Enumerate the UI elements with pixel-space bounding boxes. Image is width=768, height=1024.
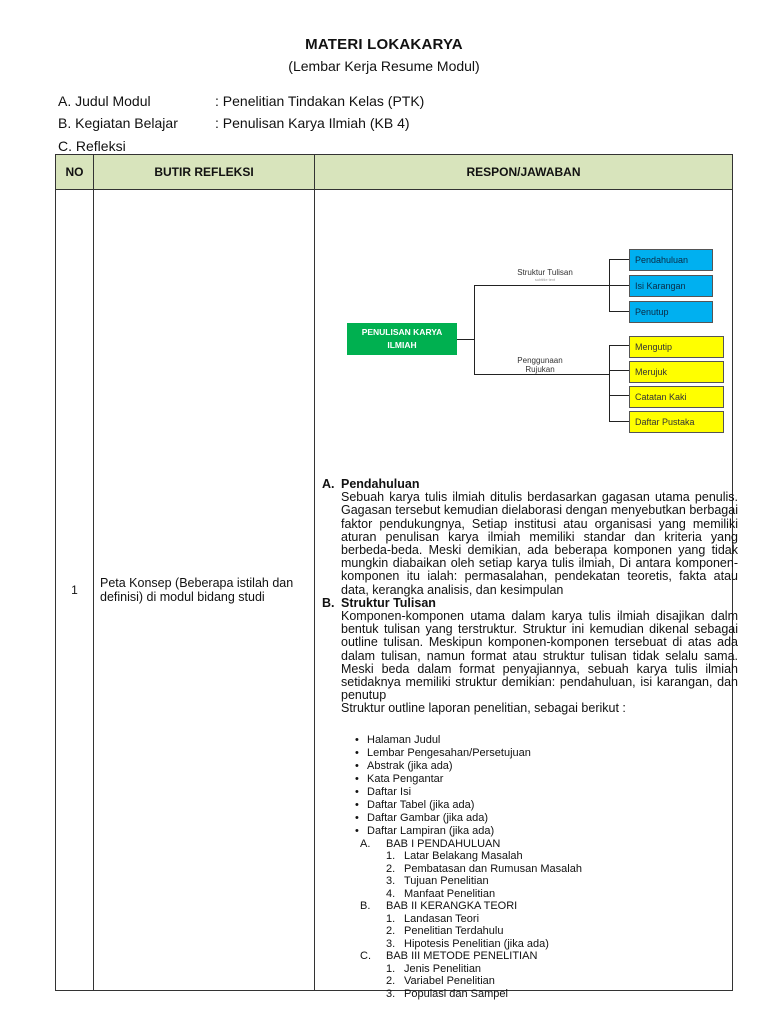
row-butir: Peta Konsep (Beberapa istilah dan definisi) di modul bidang studi [94, 190, 315, 991]
bab-letter: A. [360, 837, 371, 850]
item-text: Tujuan Penelitian [404, 875, 489, 888]
list-item: • Abstrak (jika ada) [367, 760, 738, 773]
row-number: 1 [56, 190, 94, 991]
list-item [386, 888, 738, 901]
table-row [56, 190, 733, 991]
outline-bullet-list [322, 734, 738, 838]
item-text: Populasi dan Sampel [404, 987, 508, 1000]
header-no: NO [56, 155, 94, 190]
item-number: 1. [386, 850, 396, 863]
list-item [386, 988, 738, 1001]
info-value: : Penelitian Tindakan Kelas (PTK) [215, 93, 425, 109]
bab-heading [360, 950, 738, 963]
item-number: 3. [386, 937, 396, 950]
connector-line [609, 259, 629, 260]
page-title: MATERI LOKAKARYA [305, 36, 463, 53]
item-number: 1. [386, 912, 396, 925]
list-item: • Daftar Isi [367, 786, 738, 799]
item-text: Penelitian Terdahulu [404, 925, 504, 938]
item-text: Variabel Penelitian [404, 975, 495, 988]
response-text [322, 478, 738, 1000]
item-number: 1. [386, 962, 396, 975]
list-item [386, 975, 738, 988]
section-title: Pendahuluan [341, 477, 420, 491]
section-b-paragraph: Komponen-komponen utama dalam karya tulis ilmiah disajikan dalm bentuk tulisan yang terstruktur. Struktur ini kemudian dikenal sebagai outline tulisan. Meskipun komponen-komponen tersebuat di atas ada dalam tulisan, namun format atau struktur tulisan tidak selalu sama. Meski beda dalam format penyajiannya, sebuah karya tulis ilmiah setidaknya memiliki struktur demikian: pendahuluan, isi karangan, dan penutup [341, 609, 738, 703]
item-number: 2. [386, 975, 396, 988]
section-a-paragraph: Sebuah karya tulis ilmiah ditulis berdasarkan gagasan utama penulis. Gagasan tersebut kemudian dielaborasi dengan menyebutkan berbagai faktor pendukungnya, Setiap institusi atau organisasi yang memiliki aturan penulisan karya ilmiah memiliki standar dan kriteria yang berbeda-beda. Meski demikian, ada beberapa komponen yang tidak mungkin diabaikan oleh setiap karya tulis ilmiah, Di antara komponen-komponen itu ialah: permasalahan, pendekatan teoretis, fakta atau data, kerangka analisis, dan kesimpulan [341, 490, 738, 597]
item-text: Manfaat Penelitian [404, 887, 496, 900]
list-item [386, 863, 738, 876]
item-number: 2. [386, 862, 396, 875]
table-header-row [56, 155, 733, 190]
list-item [386, 925, 738, 938]
connector-line [609, 285, 629, 286]
concept-root-node: PENULISAN KARYA ILMIAH [347, 323, 457, 355]
connector-line [609, 395, 629, 396]
item-number: 4. [386, 887, 396, 900]
info-refleksi [58, 138, 126, 154]
list-item [386, 913, 738, 926]
info-label: A. Judul Modul [58, 93, 151, 109]
list-item [386, 963, 738, 976]
item-text: Hipotesis Penelitian (jika ada) [404, 937, 549, 950]
node-mengutip: Mengutip [629, 336, 724, 358]
row-respon [315, 190, 738, 1000]
item-text: Pembatasan dan Rumusan Masalah [404, 862, 582, 875]
section-title: Struktur Tulisan [341, 595, 436, 610]
bab-letter: C. [360, 950, 371, 963]
node-isi-karangan: Isi Karangan [629, 275, 713, 297]
node-catatan-kaki: Catatan Kaki [629, 386, 724, 408]
bab-title: BAB I PENDAHULUAN [386, 837, 501, 850]
connector-line [609, 421, 629, 422]
list-item: • Kata Pengantar [367, 773, 738, 786]
info-label: B. Kegiatan Belajar [58, 115, 178, 131]
list-item [386, 875, 738, 888]
node-penutup: Penutup [629, 301, 713, 323]
connector-line [609, 345, 610, 422]
section-b-intro: Struktur outline laporan penelitian, sebagai berikut : [341, 701, 626, 716]
list-item: • Halaman Judul [367, 734, 738, 747]
info-judul-modul [58, 93, 424, 109]
item-text: Jenis Penelitian [404, 962, 482, 975]
connector-line [457, 339, 474, 340]
node-merujuk: Merujuk [629, 361, 724, 383]
section-letter: B. [322, 595, 335, 610]
item-number: 3. [386, 987, 396, 1000]
list-item [386, 850, 738, 863]
list-item [386, 938, 738, 951]
connector-line [609, 345, 629, 346]
connector-line [474, 285, 609, 286]
connector-line [474, 374, 609, 375]
info-label: C. Refleksi [58, 138, 126, 154]
list-item: • Daftar Gambar (jika ada) [367, 812, 738, 825]
list-item: • Daftar Lampiran (jika ada) [367, 825, 738, 838]
item-text: Latar Belakang Masalah [404, 850, 523, 863]
bab-title: BAB II KERANGKA TEORI [386, 900, 518, 913]
bab-letter: B. [360, 900, 371, 913]
item-number: 2. [386, 925, 396, 938]
list-item: • Lembar Pengesahan/Persetujuan [367, 747, 738, 760]
concept-map [315, 190, 748, 440]
header-butir: BUTIR REFLEKSI [94, 155, 315, 190]
connector-line [609, 370, 629, 371]
bab-title: BAB III METODE PENELITIAN [386, 950, 538, 963]
node-daftar-pustaka: Daftar Pustaka [629, 411, 724, 433]
header-respon: RESPON/JAWABAN [315, 155, 733, 190]
page-subtitle: (Lembar Kerja Resume Modul) [288, 58, 480, 74]
bab-heading [360, 838, 738, 851]
connector-line [609, 311, 629, 312]
list-item: • Daftar Tabel (jika ada) [367, 799, 738, 812]
item-number: 3. [386, 875, 396, 888]
bab-heading [360, 900, 738, 913]
item-text: Landasan Teori [404, 912, 480, 925]
branch-label-text: Struktur Tulisan [517, 268, 573, 277]
branch-sublabel: subtitle text [534, 277, 556, 282]
info-value: : Penulisan Karya Ilmiah (KB 4) [215, 115, 410, 131]
reflection-table [55, 154, 738, 1000]
section-letter: A. [322, 477, 335, 491]
node-pendahuluan: Pendahuluan [629, 249, 713, 271]
connector-line [474, 285, 475, 375]
info-kegiatan-belajar [58, 115, 410, 131]
branch-label-struktur [505, 268, 585, 282]
branch-label-rujukan: Penggunaan Rujukan [517, 356, 563, 374]
